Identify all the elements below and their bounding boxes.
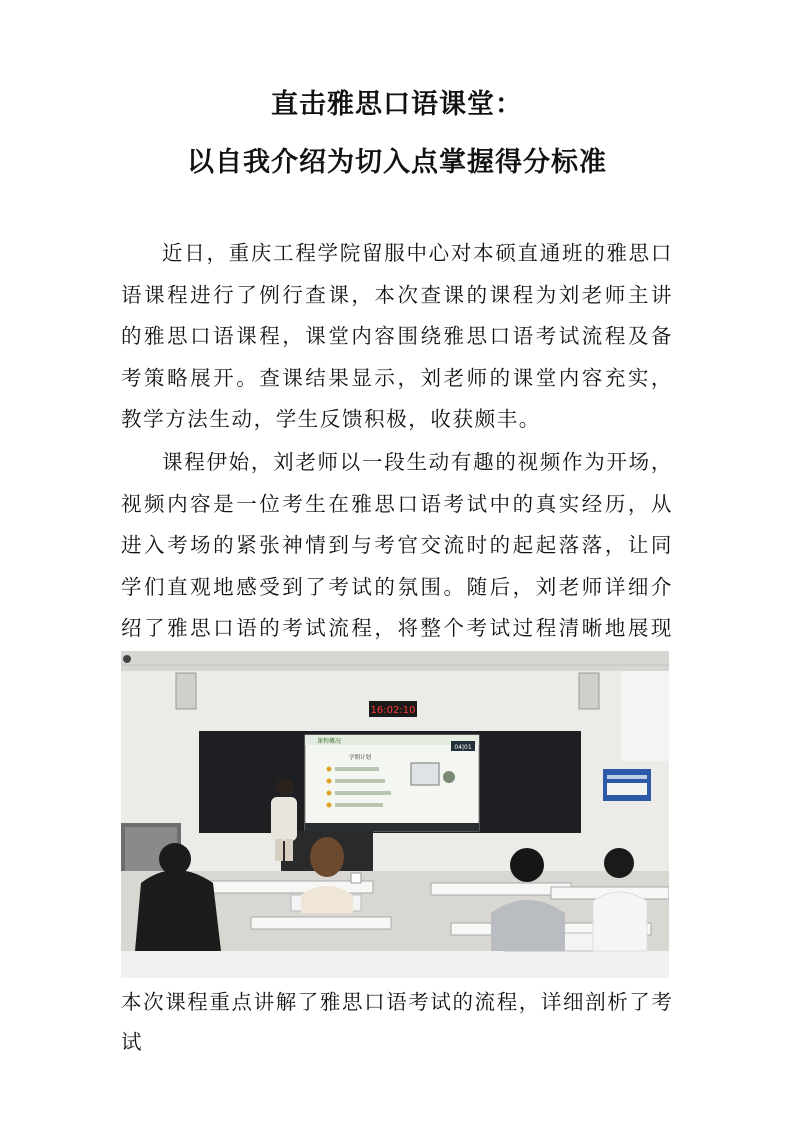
clock-text: 16:02:10 xyxy=(370,705,416,716)
document-title-line2: 以自我介绍为切入点掌握得分标准 xyxy=(187,147,607,178)
photo-caption-text: 本次课程重点讲解了雅思口语考试的流程，详细剖析了考试 xyxy=(121,990,674,1054)
screen-heading: 课程概况 xyxy=(317,738,342,745)
classroom-photo xyxy=(121,651,669,978)
paragraph-1 xyxy=(121,233,673,441)
screen-subheading: 学期计划 xyxy=(349,755,372,761)
screen-counter: 04|01 xyxy=(454,744,472,751)
paragraph-1-text: 近日，重庆工程学院留服中心对本硕直通班的雅思口语课程进行了例行查课，本次查课的课程为刘老师主讲的雅思口语课程，课堂内容围绕雅思口语考试流程及备考策略展开。查课结果显示，刘老师的课堂内容充实，教学方法生动，学生反馈积极，收获颇丰。 xyxy=(121,241,673,431)
classroom-photo-illustration xyxy=(121,651,669,978)
document-title-line1: 直击雅思口语课堂： xyxy=(271,89,523,120)
paragraph-2-text: 课程伊始，刘老师以一段生动有趣的视频作为开场，视频内容是一位考生在雅思口语考试中的真实经历，从进入考场的紧张神情到与考官交流时的起起落落，让同学们直观地感受到了考试的氛围。随后，刘老师详细介绍了雅思口语的考试流程，将整个考试过程清晰地展现 xyxy=(121,450,673,640)
